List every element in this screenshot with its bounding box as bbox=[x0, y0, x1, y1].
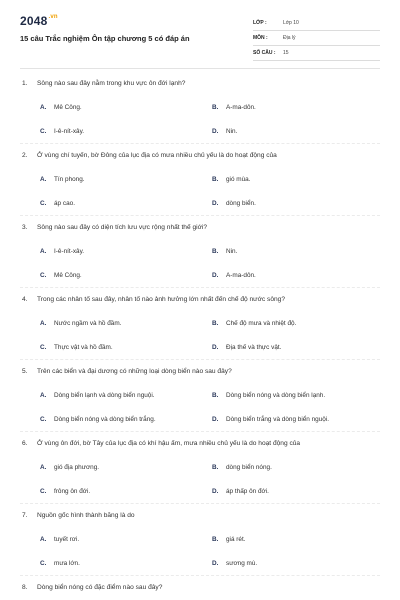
meta-label: MÔN : bbox=[253, 35, 268, 41]
option-text: Thực vật và hồ đầm. bbox=[54, 344, 113, 351]
answer-option[interactable] bbox=[212, 104, 256, 111]
option-letter: B. bbox=[212, 104, 219, 111]
option-text: Mê Công. bbox=[54, 272, 82, 279]
option-text: Dòng biển nóng và dòng biển lạnh. bbox=[226, 392, 326, 399]
option-text: gió mùa. bbox=[226, 176, 251, 183]
meta-row-class bbox=[253, 16, 380, 31]
question-line bbox=[22, 296, 382, 303]
option-text: Dòng biển trắng và dòng biển nguội. bbox=[226, 416, 330, 423]
question-number: 5. bbox=[22, 368, 28, 375]
option-letter: B. bbox=[212, 464, 219, 471]
question-text: Sông nào sau đây nằm trong khu vực ôn đới lạnh? bbox=[37, 80, 186, 87]
option-letter: A. bbox=[40, 392, 47, 399]
option-letter: D. bbox=[212, 488, 219, 495]
answer-option[interactable] bbox=[212, 344, 281, 351]
question-line bbox=[22, 512, 382, 519]
option-letter: D. bbox=[212, 560, 219, 567]
question-number: 2. bbox=[22, 152, 28, 159]
answer-option[interactable] bbox=[212, 200, 256, 207]
question-divider bbox=[20, 143, 380, 144]
option-letter: C. bbox=[40, 560, 47, 567]
question-divider bbox=[20, 287, 380, 288]
question-number: 1. bbox=[22, 80, 28, 87]
answer-option[interactable] bbox=[212, 560, 257, 567]
option-letter: D. bbox=[212, 416, 219, 423]
question-line bbox=[22, 440, 382, 447]
meta-value: Địa lý bbox=[283, 35, 296, 41]
option-text: A-ma-dôn. bbox=[226, 104, 256, 111]
option-letter: C. bbox=[40, 128, 47, 135]
option-text: Chế độ mưa và nhiệt độ. bbox=[226, 320, 297, 327]
answer-option[interactable] bbox=[212, 392, 325, 399]
question-number: 6. bbox=[22, 440, 28, 447]
option-text: frông ôn đới. bbox=[54, 488, 91, 495]
option-text: dòng biển nóng. bbox=[226, 464, 272, 471]
option-letter: B. bbox=[212, 536, 219, 543]
option-letter: C. bbox=[40, 272, 47, 279]
answer-option[interactable] bbox=[40, 464, 99, 471]
option-text: A-ma-dôn. bbox=[226, 272, 256, 279]
option-text: giá rét. bbox=[226, 536, 246, 543]
option-letter: C. bbox=[40, 200, 47, 207]
option-text: Dòng biển nóng và dòng biển trắng. bbox=[54, 416, 156, 423]
option-text: Nin. bbox=[226, 248, 238, 255]
option-letter: A. bbox=[40, 464, 47, 471]
question-text: Trong các nhân tố sau đây, nhân tố nào ảnh hưởng lớn nhất đến chế độ nước sông? bbox=[37, 296, 285, 303]
worksheet-header bbox=[0, 0, 400, 70]
question-text: Ở vùng ôn đới, bờ Tây của lục địa có khí hậu ấm, mưa nhiều chủ yếu là do hoạt động của bbox=[37, 440, 301, 447]
answer-option[interactable] bbox=[40, 128, 84, 135]
meta-row-count bbox=[253, 46, 380, 61]
question-text: Sông nào sau đây có diện tích lưu vực rộng nhất thế giới? bbox=[37, 224, 208, 231]
option-letter: D. bbox=[212, 344, 219, 351]
option-letter: A. bbox=[40, 104, 47, 111]
answer-option[interactable] bbox=[40, 416, 156, 423]
question-line bbox=[22, 368, 382, 375]
option-text: I-ê-nít-xây. bbox=[54, 128, 85, 135]
site-logo[interactable] bbox=[20, 14, 58, 28]
question-divider bbox=[20, 215, 380, 216]
question-line bbox=[22, 152, 382, 159]
answer-option[interactable] bbox=[212, 176, 251, 183]
option-letter: C. bbox=[40, 416, 47, 423]
option-letter: D. bbox=[212, 200, 219, 207]
question-line bbox=[22, 80, 382, 87]
option-letter: C. bbox=[40, 344, 47, 351]
question-text: Nguồn gốc hình thành băng là do bbox=[37, 512, 135, 519]
option-text: áp cao. bbox=[54, 200, 75, 207]
answer-option[interactable] bbox=[212, 488, 269, 495]
option-text: Địa thế và thực vật. bbox=[226, 344, 282, 351]
answer-option[interactable] bbox=[40, 320, 121, 327]
option-letter: A. bbox=[40, 248, 47, 255]
option-text: gió địa phương. bbox=[54, 464, 100, 471]
meta-table bbox=[253, 16, 380, 61]
question-divider bbox=[20, 359, 380, 360]
option-letter: B. bbox=[212, 176, 219, 183]
answer-option[interactable] bbox=[40, 104, 82, 111]
option-text: Dòng biển lạnh và dòng biển nguội. bbox=[54, 392, 155, 399]
answer-option[interactable] bbox=[40, 392, 155, 399]
answer-option[interactable] bbox=[212, 464, 272, 471]
option-text: áp thấp ôn đới. bbox=[226, 488, 269, 495]
answer-option[interactable] bbox=[40, 536, 79, 543]
option-letter: D. bbox=[212, 272, 219, 279]
question-text: Trên các biển và đại dương có những loại dòng biển nào sau đây? bbox=[37, 368, 232, 375]
logo-text: 2048 bbox=[20, 14, 48, 28]
option-letter: B. bbox=[212, 320, 219, 327]
answer-option[interactable] bbox=[40, 344, 113, 351]
question-number: 8. bbox=[22, 584, 28, 591]
question-number: 3. bbox=[22, 224, 28, 231]
option-text: Nin. bbox=[226, 128, 238, 135]
option-text: dòng biển. bbox=[226, 200, 256, 207]
question-divider bbox=[20, 575, 380, 576]
meta-value: Lớp 10 bbox=[283, 20, 299, 26]
option-text: mưa lớn. bbox=[54, 560, 80, 567]
option-text: Nước ngầm và hồ đầm. bbox=[54, 320, 122, 327]
option-letter: B. bbox=[212, 392, 219, 399]
option-letter: D. bbox=[212, 128, 219, 135]
question-text: Ở vùng chí tuyến, bờ Đông của lục địa có mưa nhiều chủ yếu là do hoạt động của bbox=[37, 152, 277, 159]
meta-row-subject bbox=[253, 31, 380, 46]
answer-option[interactable] bbox=[212, 416, 329, 423]
option-text: sương mù. bbox=[226, 560, 258, 567]
question-number: 7. bbox=[22, 512, 28, 519]
option-text: tuyết rơi. bbox=[54, 536, 80, 543]
question-number: 4. bbox=[22, 296, 28, 303]
logo-suffix: .vn bbox=[48, 14, 58, 20]
option-letter: A. bbox=[40, 176, 47, 183]
answer-option[interactable] bbox=[40, 272, 82, 279]
question-line bbox=[22, 224, 382, 231]
answer-option[interactable] bbox=[40, 176, 85, 183]
answer-option[interactable] bbox=[212, 272, 256, 279]
header-divider bbox=[20, 68, 380, 69]
meta-label: SỐ CÂU : bbox=[253, 50, 276, 56]
option-letter: A. bbox=[40, 536, 47, 543]
option-text: Tín phong. bbox=[54, 176, 85, 183]
option-letter: C. bbox=[40, 488, 47, 495]
answer-option[interactable] bbox=[212, 128, 237, 135]
page-title: 15 câu Trắc nghiệm Ôn tập chương 5 có đáp án bbox=[20, 34, 190, 43]
meta-value: 15 bbox=[283, 50, 289, 56]
question-divider bbox=[20, 431, 380, 432]
question-text: Dòng biển nóng có đặc điểm nào sau đây? bbox=[37, 584, 163, 591]
question-divider bbox=[20, 503, 380, 504]
option-text: Mê Công. bbox=[54, 104, 82, 111]
answer-option[interactable] bbox=[212, 320, 296, 327]
answer-option[interactable] bbox=[212, 248, 237, 255]
answer-option[interactable] bbox=[212, 536, 246, 543]
question-line bbox=[22, 584, 382, 591]
option-letter: B. bbox=[212, 248, 219, 255]
option-text: I-ê-nít-xây. bbox=[54, 248, 85, 255]
answer-option[interactable] bbox=[40, 200, 75, 207]
answer-option[interactable] bbox=[40, 560, 80, 567]
meta-label: LỚP : bbox=[253, 20, 267, 26]
answer-option[interactable] bbox=[40, 248, 84, 255]
answer-option[interactable] bbox=[40, 488, 90, 495]
option-letter: A. bbox=[40, 320, 47, 327]
